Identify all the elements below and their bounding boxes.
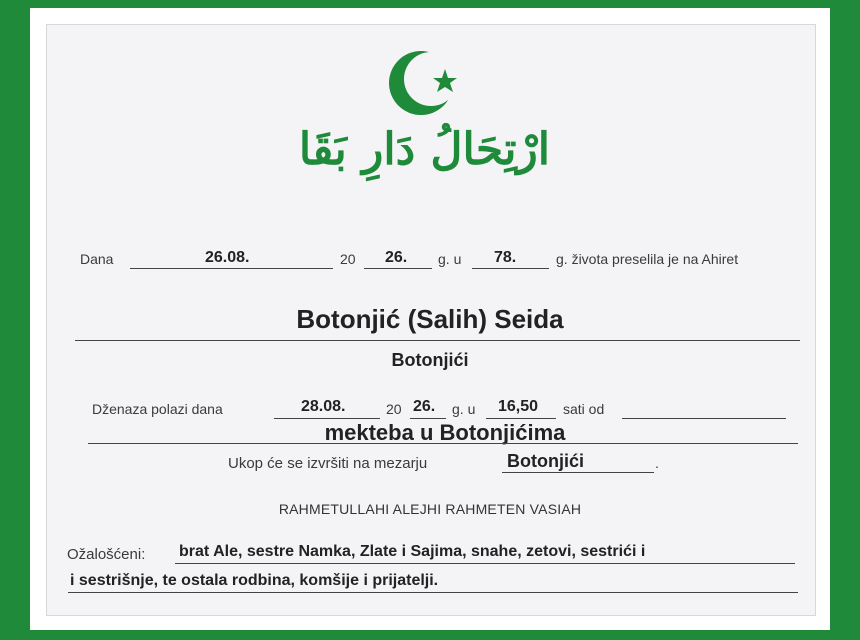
arabic-title: ارْتِحَالُ دَارِ بَقَا: [298, 124, 550, 175]
deceased-name: Botonjić (Salih) Seida: [296, 304, 564, 334]
crescent-star-icon: [385, 45, 465, 120]
burial-label: Ukop će se izvršiti na mezarju: [228, 455, 428, 472]
funeral-time-label: g. u: [452, 401, 476, 417]
burial-place: Botonjići: [507, 451, 584, 471]
age-label: g. u: [438, 251, 462, 267]
mourners-label: Ožalošćeni:: [67, 546, 146, 563]
funeral-from-label: sati od: [563, 401, 605, 417]
dana-label: Dana: [80, 251, 114, 267]
place-name: Botonjići: [391, 350, 469, 370]
life-suffix: g. života preselila je na Ahiret: [556, 251, 739, 267]
death-date: 26.08.: [205, 249, 250, 266]
death-year: 26.: [385, 249, 408, 266]
mourners-line1: brat Ale, sestre Namka, Zlate i Sajima, snahe, zetovi, sestrići i: [179, 543, 646, 560]
age-value: 78.: [494, 249, 517, 266]
funeral-time: 16,50: [498, 398, 539, 415]
funeral-year-prefix: 20: [386, 401, 402, 417]
burial-end: .: [655, 455, 659, 471]
mourners-line2: i sestrišnje, te ostala rodbina, komšije i prijatelji.: [70, 572, 439, 589]
funeral-year: 26.: [413, 398, 436, 415]
funeral-date: 28.08.: [301, 398, 346, 415]
funeral-label: Dženaza polazi dana: [92, 401, 223, 417]
funeral-from-place: mekteba u Botonjićima: [324, 420, 566, 445]
prayer-text: RAHMETULLAHI ALEJHI RAHMETEN VASIAH: [278, 501, 582, 517]
year-prefix: 20: [340, 251, 356, 267]
